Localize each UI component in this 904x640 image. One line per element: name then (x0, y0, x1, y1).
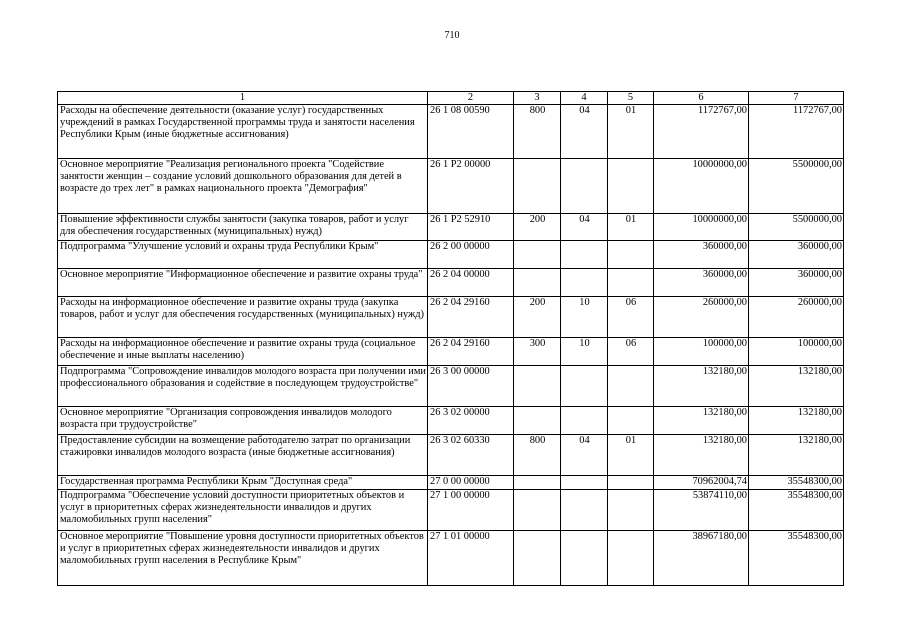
row-amount-6: 1172767,00 (654, 105, 749, 159)
table-row (58, 214, 844, 241)
row-col5 (608, 366, 654, 407)
row-name: Основное мероприятие "Организация сопровождения инвалидов молодого возраста при трудоустройстве" (58, 407, 428, 435)
row-col3 (514, 531, 561, 586)
row-col4 (561, 241, 608, 269)
row-col3 (514, 476, 561, 490)
row-col4: 04 (561, 105, 608, 159)
row-col5 (608, 531, 654, 586)
row-col5 (608, 476, 654, 490)
row-col4: 10 (561, 297, 608, 338)
row-code: 26 2 04 00000 (428, 269, 514, 297)
table-row (58, 297, 844, 338)
row-name: Расходы на информационное обеспечение и развитие охраны труда (социальное обеспечение и иные выплаты населению) (58, 338, 428, 366)
row-col4: 04 (561, 214, 608, 241)
row-name: Расходы на информационное обеспечение и развитие охраны труда (закупка товаров, работ и услуг для обеспечения государственных (муниципальных) нужд) (58, 297, 428, 338)
row-col5 (608, 241, 654, 269)
row-name: Основное мероприятие "Реализация регионального проекта "Содействие занятости женщин – создание условий дошкольного образования для детей в возрасте до трех лет" в рамках национального проекта "Демография" (58, 159, 428, 214)
row-name: Расходы на обеспечение деятельности (оказание услуг) государственных учреждений в рамках Государственной программы труда и занятости населения Республики Крым (иные бюджетные ассигнования) (58, 105, 428, 159)
row-col3: 200 (514, 214, 561, 241)
row-col3: 800 (514, 435, 561, 476)
row-col5: 01 (608, 105, 654, 159)
table-row (58, 476, 844, 490)
row-amount-6: 260000,00 (654, 297, 749, 338)
row-code: 26 3 02 60330 (428, 435, 514, 476)
table-row (58, 366, 844, 407)
row-col3 (514, 366, 561, 407)
row-col3 (514, 159, 561, 214)
row-code: 27 0 00 00000 (428, 476, 514, 490)
table-row (58, 159, 844, 214)
table-row (58, 241, 844, 269)
row-amount-6: 132180,00 (654, 435, 749, 476)
row-code: 26 2 00 00000 (428, 241, 514, 269)
row-col4 (561, 531, 608, 586)
row-amount-6: 100000,00 (654, 338, 749, 366)
row-code: 26 2 04 29160 (428, 338, 514, 366)
row-col4 (561, 407, 608, 435)
table-row (58, 490, 844, 531)
row-amount-6: 38967180,00 (654, 531, 749, 586)
column-header: 1 (58, 92, 428, 105)
row-name: Подпрограмма "Улучшение условий и охраны труда Республики Крым" (58, 241, 428, 269)
column-header: 2 (428, 92, 514, 105)
row-name: Предоставление субсидии на возмещение работодателю затрат по организации стажировки инвалидов молодого возраста (иные бюджетные ассигнования) (58, 435, 428, 476)
row-col4 (561, 366, 608, 407)
row-amount-7: 1172767,00 (749, 105, 844, 159)
table-row (58, 105, 844, 159)
row-amount-6: 10000000,00 (654, 159, 749, 214)
table-row (58, 407, 844, 435)
row-col5: 06 (608, 338, 654, 366)
row-amount-7: 35548300,00 (749, 531, 844, 586)
row-name: Подпрограмма "Сопровождение инвалидов молодого возраста при получении ими профессионального образования и содействие в последующем трудоустройстве" (58, 366, 428, 407)
row-col4 (561, 269, 608, 297)
row-col4 (561, 476, 608, 490)
column-header: 5 (608, 92, 654, 105)
row-amount-6: 10000000,00 (654, 214, 749, 241)
row-amount-7: 360000,00 (749, 269, 844, 297)
row-amount-6: 132180,00 (654, 366, 749, 407)
row-col5 (608, 159, 654, 214)
row-col3 (514, 241, 561, 269)
row-amount-6: 360000,00 (654, 269, 749, 297)
row-amount-6: 53874110,00 (654, 490, 749, 531)
row-code: 26 1 P2 00000 (428, 159, 514, 214)
row-amount-7: 260000,00 (749, 297, 844, 338)
row-amount-7: 100000,00 (749, 338, 844, 366)
row-code: 27 1 01 00000 (428, 531, 514, 586)
row-amount-7: 35548300,00 (749, 490, 844, 531)
budget-table (57, 91, 844, 586)
row-code: 26 1 08 00590 (428, 105, 514, 159)
row-code: 26 1 P2 52910 (428, 214, 514, 241)
row-col5: 01 (608, 214, 654, 241)
column-header: 3 (514, 92, 561, 105)
column-header: 7 (749, 92, 844, 105)
column-header: 4 (561, 92, 608, 105)
row-amount-7: 5500000,00 (749, 159, 844, 214)
row-amount-7: 360000,00 (749, 241, 844, 269)
row-name: Основное мероприятие "Информационное обеспечение и развитие охраны труда" (58, 269, 428, 297)
row-amount-6: 70962004,74 (654, 476, 749, 490)
row-name: Подпрограмма "Обеспечение условий доступности приоритетных объектов и услуг в приоритетных сферах жизнедеятельности инвалидов и других маломобильных групп населения" (58, 490, 428, 531)
table-row (58, 531, 844, 586)
row-col4 (561, 159, 608, 214)
row-col5 (608, 269, 654, 297)
row-name: Основное мероприятие "Повышение уровня доступности приоритетных объектов и услуг в приоритетных сферах жизнедеятельности инвалидов и других маломобильных групп населения в Республике Крым" (58, 531, 428, 586)
row-col3 (514, 269, 561, 297)
row-amount-7: 132180,00 (749, 407, 844, 435)
row-code: 26 2 04 29160 (428, 297, 514, 338)
page-number: 710 (444, 30, 460, 41)
row-col5 (608, 490, 654, 531)
row-col3: 200 (514, 297, 561, 338)
row-col4: 04 (561, 435, 608, 476)
row-amount-7: 132180,00 (749, 366, 844, 407)
row-amount-7: 5500000,00 (749, 214, 844, 241)
row-amount-6: 132180,00 (654, 407, 749, 435)
row-col3: 800 (514, 105, 561, 159)
column-header: 6 (654, 92, 749, 105)
table-row (58, 338, 844, 366)
row-col3: 300 (514, 338, 561, 366)
row-col5 (608, 407, 654, 435)
row-amount-7: 35548300,00 (749, 476, 844, 490)
row-amount-7: 132180,00 (749, 435, 844, 476)
table-row (58, 435, 844, 476)
header-row (58, 92, 844, 105)
row-col3 (514, 407, 561, 435)
row-col4 (561, 490, 608, 531)
row-code: 26 3 00 00000 (428, 366, 514, 407)
row-name: Повышение эффективности службы занятости (закупка товаров, работ и услуг для обеспечения государственных (муниципальных) нужд) (58, 214, 428, 241)
row-name: Государственная программа Республики Крым "Доступная среда" (58, 476, 428, 490)
row-code: 27 1 00 00000 (428, 490, 514, 531)
row-col5: 01 (608, 435, 654, 476)
row-code: 26 3 02 00000 (428, 407, 514, 435)
row-col5: 06 (608, 297, 654, 338)
row-col4: 10 (561, 338, 608, 366)
row-col3 (514, 490, 561, 531)
row-amount-6: 360000,00 (654, 241, 749, 269)
table-row (58, 269, 844, 297)
